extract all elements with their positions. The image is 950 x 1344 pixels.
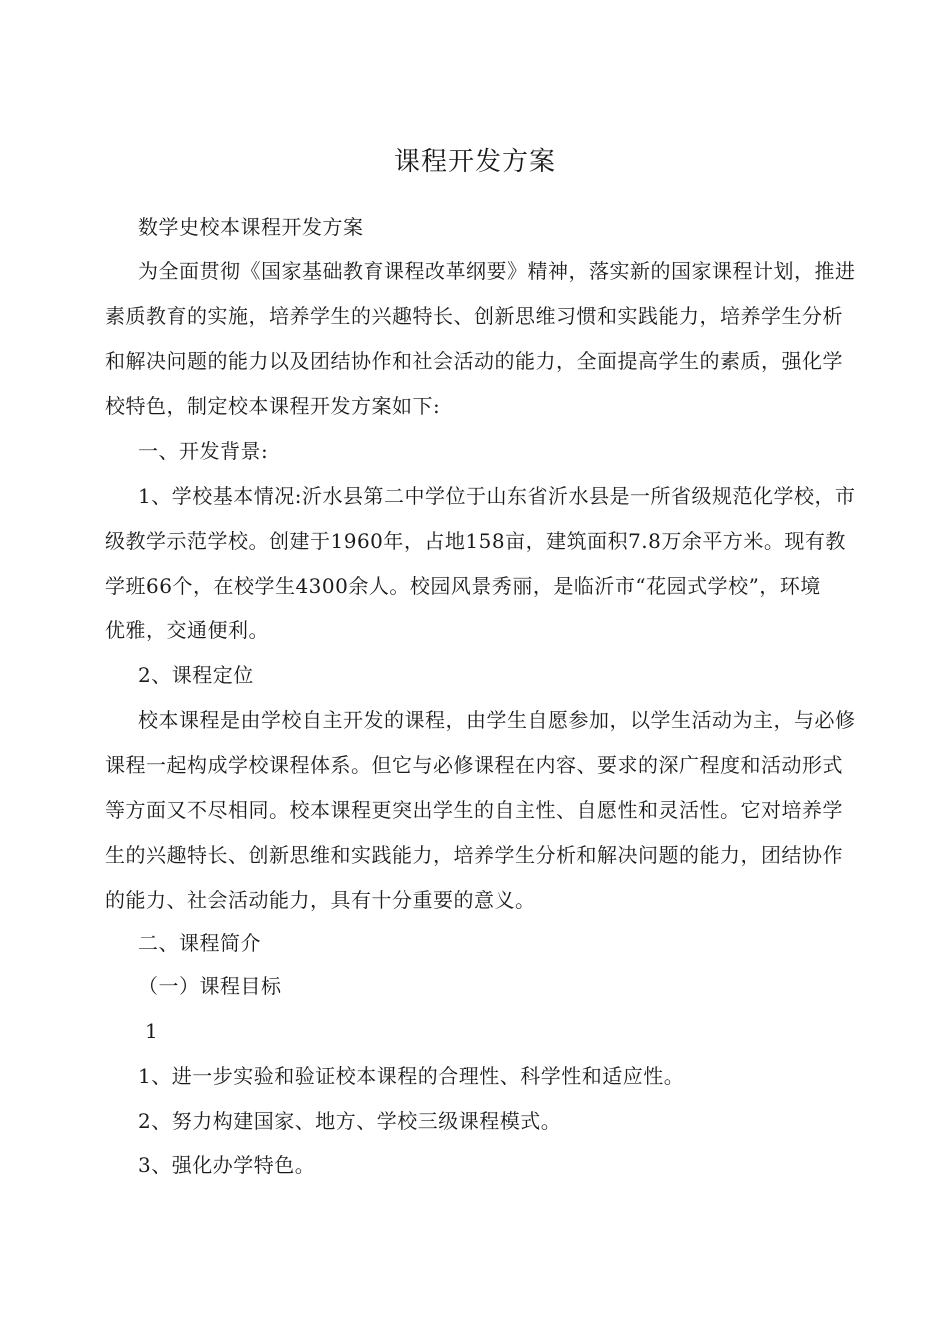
subtitle-line: 数学史校本课程开发方案 xyxy=(138,215,364,239)
document-title: 课程开发方案 xyxy=(393,147,556,177)
subsection-heading: （一）课程目标 xyxy=(138,974,282,998)
paragraph-line: 级教学示范学校。创建于1960年，占地158亩，建筑面积7.8万余平方米。现有教 xyxy=(105,529,846,553)
paragraph-line: 课程一起构成学校课程体系。但它与必修课程在内容、要求的深广程度和活动形式 xyxy=(105,753,843,777)
paragraph-line: 的能力、社会活动能力，具有十分重要的意义。 xyxy=(105,888,536,912)
paragraph-line: 优雅，交通便利。 xyxy=(105,618,269,642)
paragraph-line: 等方面又不尽相同。校本课程更突出学生的自主性、自愿性和灵活性。它对培养学 xyxy=(105,798,843,822)
paragraph-line: 学班66个，在校学生4300余人。校园风景秀丽，是临沂市“花园式学校”，环境 xyxy=(105,574,821,598)
list-item: 3、强化办学特色。 xyxy=(138,1153,316,1177)
paragraph-line: 校特色，制定校本课程开发方案如下: xyxy=(105,394,441,418)
list-marker: 1 xyxy=(145,1019,159,1043)
paragraph-line: 为全面贯彻《国家基础教育课程改革纲要》精神，落实新的国家课程计划，推进 xyxy=(138,259,856,283)
paragraph-line: 校本课程是由学校自主开发的课程，由学生自愿参加，以学生活动为主，与必修 xyxy=(138,708,856,732)
section-heading: 一、开发背景: xyxy=(138,439,269,463)
section-heading: 二、课程简介 xyxy=(138,931,261,955)
paragraph-line: 生的兴趣特长、创新思维和实践能力，培养学生分析和解决问题的能力，团结协作 xyxy=(105,843,843,867)
subsection-heading: 2、课程定位 xyxy=(138,663,254,687)
paragraph-line: 和解决问题的能力以及团结协作和社会活动的能力，全面提高学生的素质，强化学 xyxy=(105,349,843,373)
paragraph-line: 素质教育的实施，培养学生的兴趣特长、创新思维习惯和实践能力，培养学生分析 xyxy=(105,304,843,328)
list-item: 1、进一步实验和验证校本课程的合理性、科学性和适应性。 xyxy=(138,1064,685,1088)
paragraph-line: 1、学校基本情况:沂水县第二中学位于山东省沂水县是一所省级规范化学校，市 xyxy=(138,484,856,508)
list-item: 2、努力构建国家、地方、学校三级课程模式。 xyxy=(138,1109,562,1133)
